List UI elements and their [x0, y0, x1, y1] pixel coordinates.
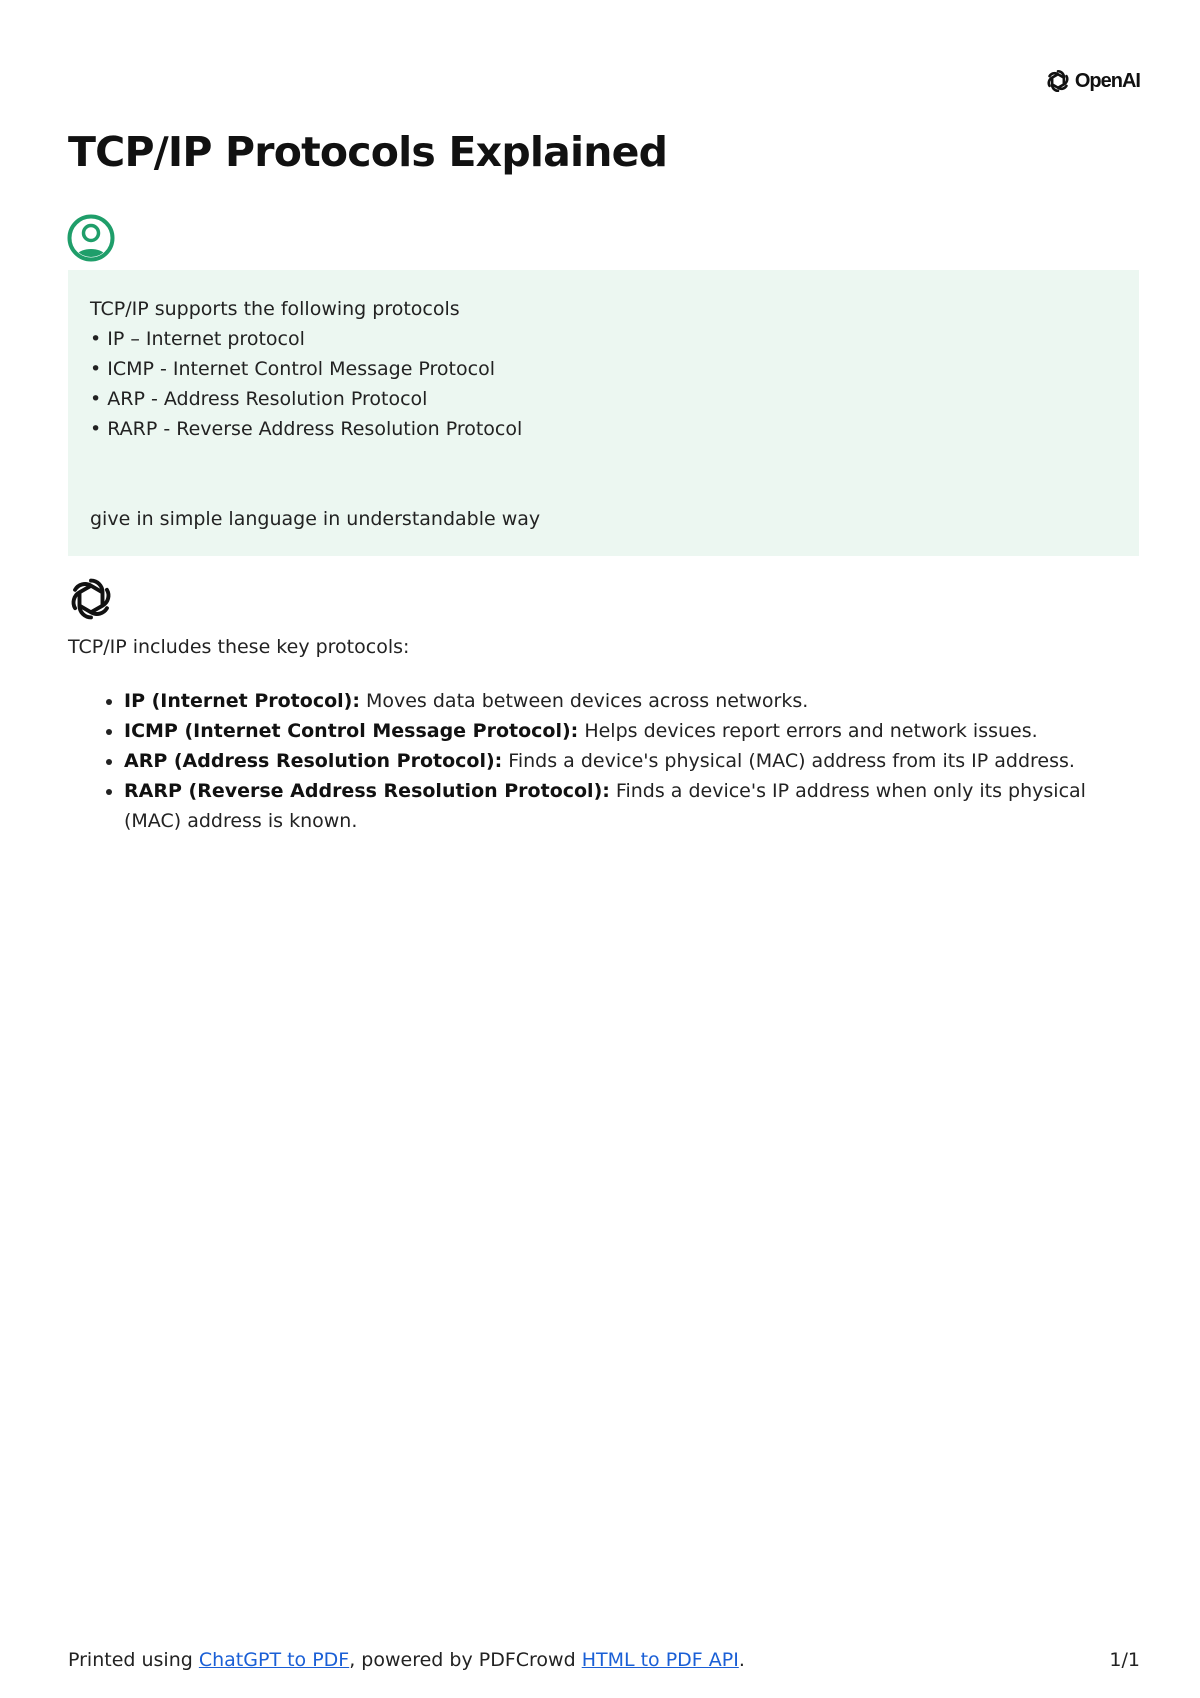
- html-to-pdf-api-link[interactable]: HTML to PDF API: [581, 1649, 739, 1671]
- protocol-term: ARP (Address Resolution Protocol):: [124, 750, 503, 772]
- footer-prefix: Printed using: [68, 1649, 199, 1671]
- page-title: TCP/IP Protocols Explained: [68, 128, 668, 176]
- protocol-term: ICMP (Internet Control Message Protocol):: [124, 720, 579, 742]
- footer-middle: , powered by PDFCrowd: [349, 1649, 582, 1671]
- user-avatar-icon: [67, 214, 115, 262]
- list-item: [124, 776, 1143, 836]
- footer-credit: [68, 1647, 745, 1673]
- protocol-description: Helps devices report errors and network issues.: [578, 720, 1038, 742]
- protocol-description: Moves data between devices across networks.: [359, 690, 809, 712]
- user-message-line: • IP – Internet protocol: [90, 328, 305, 350]
- protocol-description: Finds a device's physical (MAC) address from its IP address.: [502, 750, 1075, 772]
- footer-suffix: .: [738, 1649, 745, 1671]
- user-message-line: TCP/IP supports the following protocols: [90, 298, 460, 320]
- chatgpt-to-pdf-link[interactable]: ChatGPT to PDF: [198, 1649, 350, 1671]
- brand-name: OpenAI: [1074, 69, 1140, 92]
- user-message-request: give in simple language in understandable way: [90, 508, 541, 530]
- assistant-intro: TCP/IP includes these key protocols:: [68, 636, 410, 658]
- openai-logo-icon: [1045, 68, 1071, 94]
- user-message-line: • RARP - Reverse Address Resolution Protocol: [90, 418, 523, 440]
- protocol-term: RARP (Reverse Address Resolution Protocol):: [124, 780, 610, 802]
- protocol-description: Finds a device's IP address when only its physical (MAC) address is known.: [124, 780, 1086, 832]
- user-message-line: • ICMP - Internet Control Message Protocol: [90, 358, 495, 380]
- brand-logo: [1045, 68, 1140, 94]
- page-number: 1/1: [1109, 1649, 1140, 1671]
- chatgpt-logo-icon: [68, 576, 114, 622]
- protocol-term: IP (Internet Protocol):: [124, 690, 360, 712]
- list-item: [124, 746, 1143, 776]
- user-message: [68, 270, 1139, 556]
- page-footer: [68, 1647, 1140, 1673]
- protocol-list: [68, 686, 1143, 836]
- list-item: [124, 716, 1143, 746]
- user-message-line: • ARP - Address Resolution Protocol: [90, 388, 428, 410]
- paragraph-spacer: [90, 444, 1117, 504]
- list-item: [124, 686, 1143, 716]
